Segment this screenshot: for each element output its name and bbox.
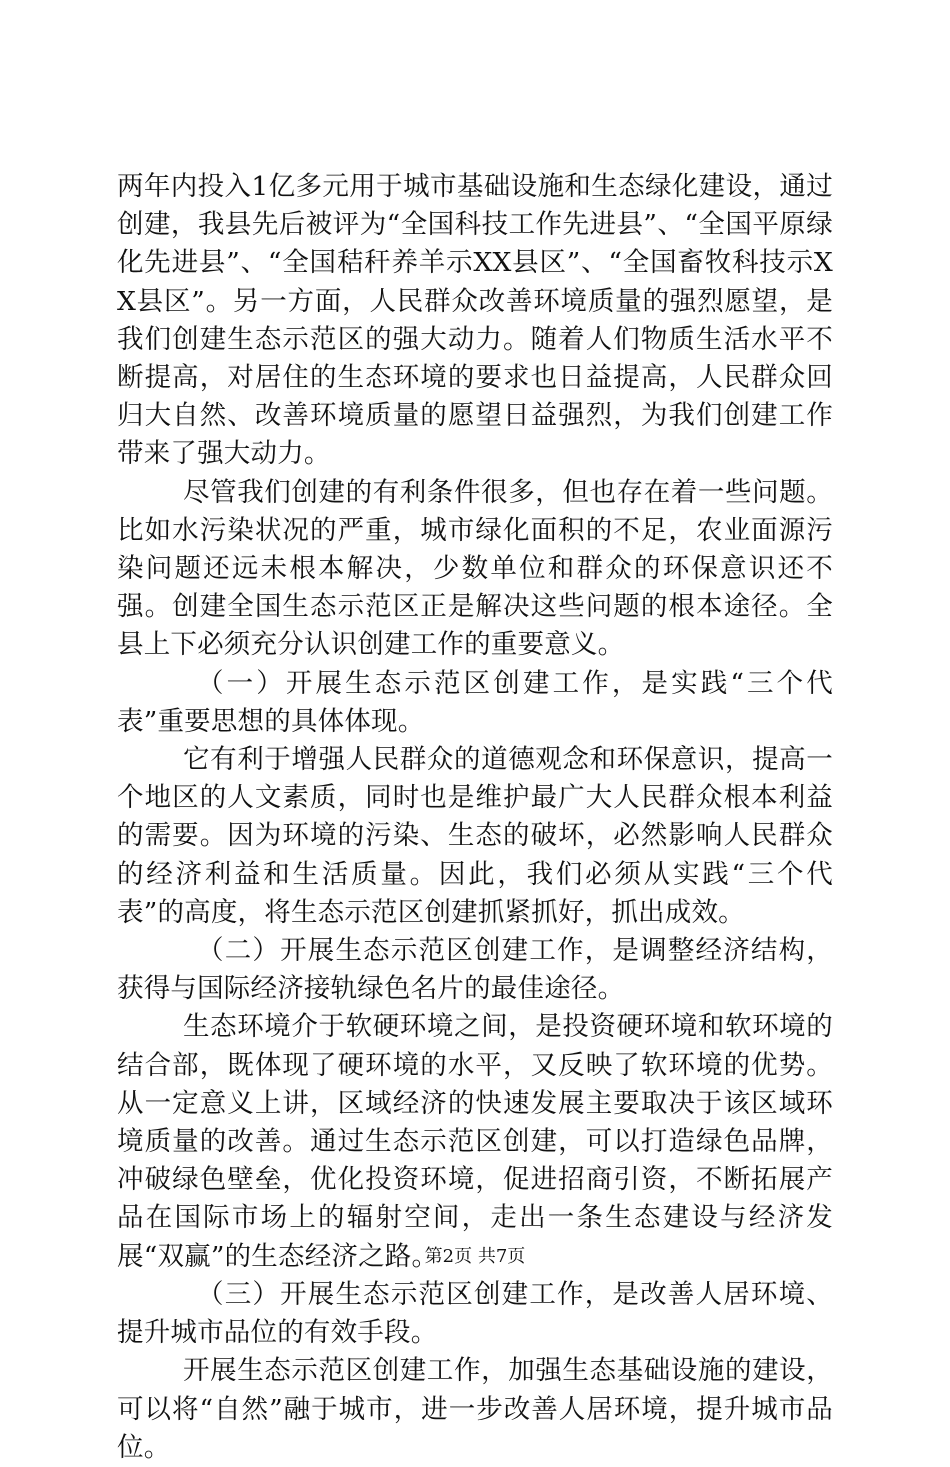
section-heading-1: （一）开展生态示范区创建工作，是实践“三个代表”重要思想的具体体现。 [117,667,833,737]
document-body [117,168,833,1467]
section-heading-2: （二）开展生态示范区创建工作，是调整经济结构，获得与国际经济接轨绿色名片的最佳途径。 [117,935,833,1005]
paragraph-problems: 尽管我们创建的有利条件很多，但也存在着一些问题。比如水污染状况的严重，城市绿化面积的不足，农业面源污染问题还远未根本解决，少数单位和群众的环保意识还不强。创建全国生态示范区正是解决这些问题的根本途径。全县上下必须充分认识创建工作的重要意义。 [117,476,833,661]
section-heading-3: （三）开展生态示范区创建工作，是改善人居环境、提升城市品位的有效手段。 [117,1278,833,1349]
paragraph-three-represents: 它有利于增强人民群众的道德观念和环保意识，提高一个地区的人文素质，同时也是维护最广大人民群众根本利益的需要。因为环境的污染、生态的破坏，必然影响人民群众的经济利益和生活质量。因此，我们必须从实践“三个代表”的高度，将生态示范区创建抓紧抓好，抓出成效。 [117,744,833,928]
paragraph-continuation: 两年内投入1亿多元用于城市基础设施和生态绿化建设，通过创建，我县先后被评为“全国科技工作先进县”、“全国平原绿化先进县”、“全国秸秆养羊示XX县区”、“全国畜牧科技示XX县区”。另一方面，人民群众改善环境质量的强烈愿望，是我们创建生态示范区的强大动力。随着人们物质生活水平不断提高，对居住的生态环境的要求也日益提高，人民群众回归大自然、改善环境质量的愿望日益强烈，为我们创建工作带来了强大动力。 [117,171,833,470]
paragraph-economic-structure: 生态环境介于软硬环境之间，是投资硬环境和软环境的结合部，既体现了硬环境的水平，又反映了软环境的优势。从一定意义上讲，区域经济的快速发展主要取决于该区域环境质量的改善。通过生态示范区创建，可以打造绿色品牌，冲破绿色壁垒，优化投资环境，促进招商引资，不断拓展产品在国际市场上的辐射空间，走出一条生态建设与经济发展“双赢”的生态经济之路。 [117,1011,833,1272]
page-number-footer: 第2页 共7页 [424,1246,526,1267]
paragraph-living-environment: 开展生态示范区创建工作，加强生态基础设施的建设，可以将“自然”融于城市，进一步改善人居环境，提升城市品位。 [117,1355,833,1463]
